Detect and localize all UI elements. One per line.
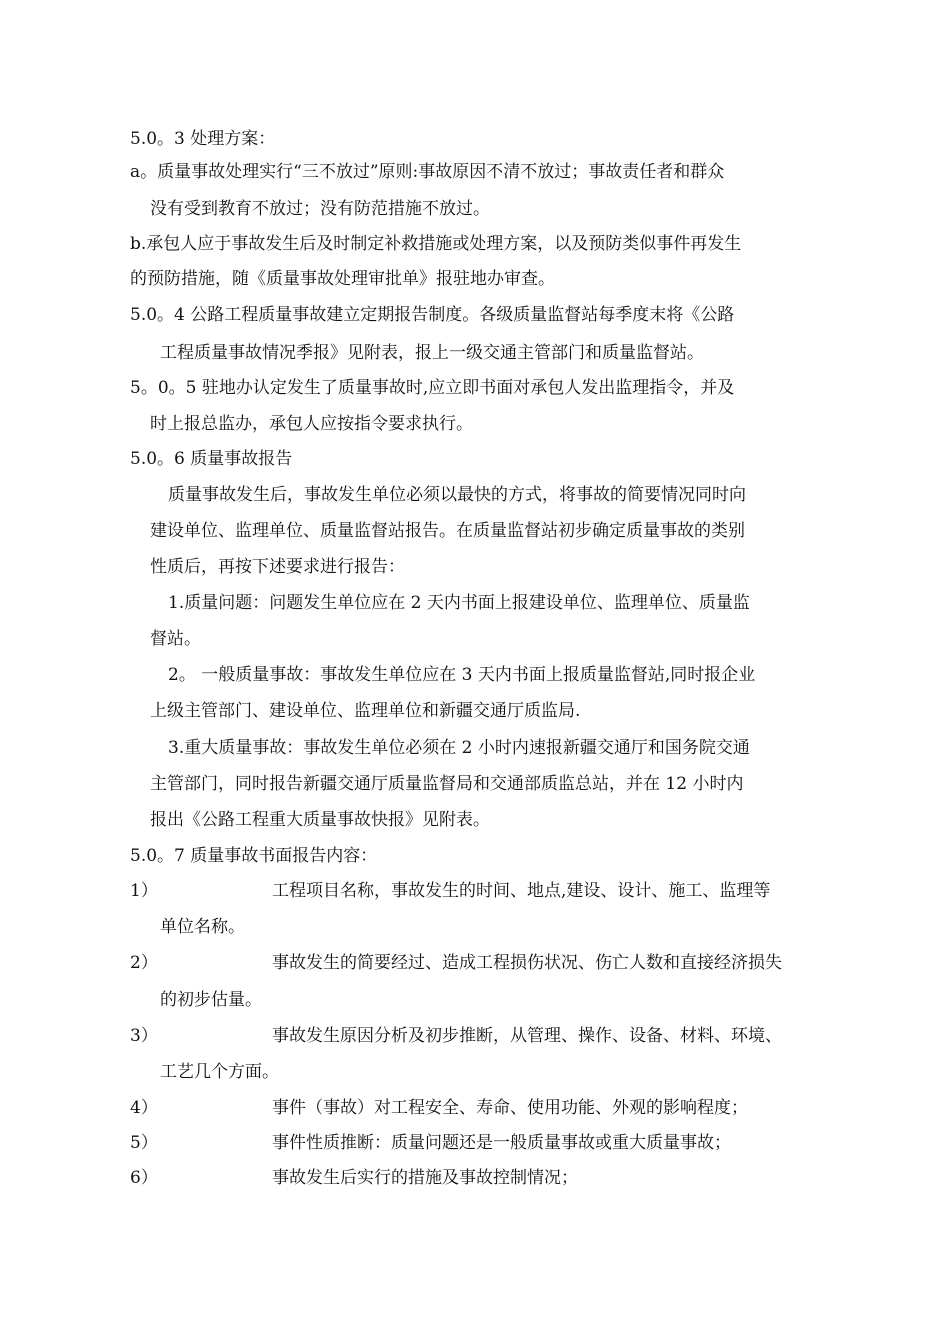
list-item-3-line-2: 工艺几个方面。 (160, 1062, 279, 1082)
report-item-3-line-2: 主管部门，同时报告新疆交通厅质量监督局和交通部质监总站，并在 12 小时内 (150, 774, 744, 794)
list-item-6-line-1: 事故发生后实行的措施及事故控制情况； (272, 1168, 578, 1188)
section-5-0-6-paragraph-line-2: 建设单位、监理单位、质量监督站报告。在质量监督站初步确定质量事故的类别 (150, 521, 745, 541)
paragraph-b-line-2: 的预防措施，随《质量事故处理审批单》报驻地办审查。 (130, 269, 555, 289)
section-5-0-4-line-1: 5.0。4 公路工程质量事故建立定期报告制度。各级质量监督站每季度末将《公路 (130, 305, 735, 325)
section-5-0-6-paragraph-line-3: 性质后，再按下述要求进行报告： (150, 557, 405, 577)
list-item-3-line-1: 事故发生原因分析及初步推断，从管理、操作、设备、材料、环境、 (272, 1026, 782, 1046)
report-item-3-line-1: 3.重大质量事故：事故发生单位必须在 2 小时内速报新疆交通厅和国务院交通 (168, 738, 750, 758)
section-5-0-3-heading: 5.0。3 处理方案： (130, 129, 276, 149)
list-item-number: 3） (130, 1026, 158, 1046)
section-5-0-7-heading: 5.0。7 质量事故书面报告内容： (130, 846, 378, 866)
list-item-2-line-1: 事故发生的简要经过、造成工程损伤状况、伤亡人数和直接经济损失 (272, 953, 782, 973)
paragraph-a-line-2: 没有受到教育不放过；没有防范措施不放过。 (150, 199, 490, 219)
section-5-0-4-line-2: 工程质量事故情况季报》见附表，报上一级交通主管部门和质量监督站。 (160, 343, 704, 363)
paragraph-b-line-1: b.承包人应于事故发生后及时制定补救措施或处理方案，以及预防类似事件再发生 (130, 234, 742, 254)
list-item-4-line-1: 事件（事故）对工程安全、寿命、使用功能、外观的影响程度； (272, 1098, 748, 1118)
report-item-2-line-2: 上级主管部门、建设单位、监理单位和新疆交通厅质监局. (150, 701, 581, 721)
report-item-1-line-1: 1.质量问题：问题发生单位应在 2 天内书面上报建设单位、监理单位、质量监 (168, 593, 750, 613)
report-item-2-line-1: 2。 一般质量事故：事故发生单位应在 3 天内书面上报质量监督站,同时报企业 (168, 665, 756, 685)
list-item-number: 1） (130, 881, 158, 901)
section-5-0-6-heading: 5.0。6 质量事故报告 (130, 449, 293, 469)
list-item-number: 5） (130, 1133, 158, 1153)
section-5-0-5-line-2: 时上报总监办，承包人应按指令要求执行。 (150, 414, 473, 434)
list-item-5-line-1: 事件性质推断：质量问题还是一般质量事故或重大质量事故； (272, 1133, 731, 1153)
list-item-number: 2） (130, 953, 158, 973)
list-item-2-line-2: 的初步估量。 (160, 990, 262, 1010)
list-item-number: 6） (130, 1168, 158, 1188)
report-item-3-line-3: 报出《公路工程重大质量事故快报》见附表。 (150, 810, 490, 830)
report-item-1-line-2: 督站。 (150, 629, 201, 649)
section-5-0-5-line-1: 5。0。5 驻地办认定发生了质量事故时,应立即书面对承包人发出监理指令，并及 (130, 378, 735, 398)
list-item-1-line-1: 工程项目名称，事故发生的时间、地点,建设、设计、施工、监理等 (272, 881, 771, 901)
list-item-number: 4） (130, 1098, 158, 1118)
paragraph-a-line-1: a。质量事故处理实行“三不放过”原则:事故原因不清不放过；事故责任者和群众 (130, 162, 725, 182)
section-5-0-6-paragraph-line-1: 质量事故发生后，事故发生单位必须以最快的方式，将事故的简要情况同时向 (168, 485, 746, 505)
list-item-1-line-2: 单位名称。 (160, 917, 245, 937)
